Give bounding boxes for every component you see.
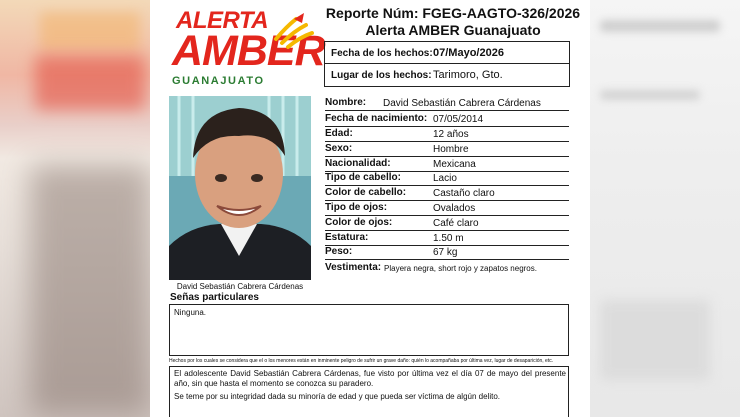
detail-row-sexo: [325, 142, 569, 157]
detail-row-tipo-ojos: [325, 201, 569, 216]
missing-person-photo: [169, 96, 311, 280]
detail-label: Sexo:: [325, 143, 353, 154]
detail-value: Ovalados: [433, 203, 476, 214]
detail-label: Tipo de ojos:: [325, 202, 388, 213]
narrative-paragraph-1: El adolescente David Sebastián Cabrera Cárdenas, fue visto por última vez el día 07 de mayo del presente año, sin que hasta el momento se conozca su paradero.: [174, 369, 566, 388]
detail-row-edad: [325, 127, 569, 142]
senas-particulares-box: [169, 304, 569, 356]
blurred-background-left: [0, 0, 150, 417]
detail-value: 07/05/2014: [433, 114, 484, 125]
detail-row-nacionalidad: [325, 157, 569, 172]
event-place-label: Lugar de los hechos:: [331, 70, 432, 81]
detail-value: 1.50 m: [433, 233, 464, 244]
detail-label: Peso:: [325, 246, 353, 257]
detail-value: Hombre: [433, 144, 469, 155]
event-place-value: Tarimoro, Gto.: [433, 69, 503, 81]
detail-label: Color de ojos:: [325, 217, 393, 228]
detail-row-nombre: [325, 96, 569, 111]
detail-row-vestimenta: [325, 261, 569, 275]
detail-value: 12 años: [433, 129, 469, 140]
detail-value: Café claro: [433, 218, 479, 229]
amber-alert-document: [150, 0, 590, 417]
detail-value: Castaño claro: [433, 188, 495, 199]
broadcast-waves-icon: [272, 9, 316, 49]
detail-value: Lacio: [433, 173, 457, 184]
detail-row-tipo-cabello: [325, 171, 569, 186]
event-date-value: 07/Mayo/2026: [433, 47, 504, 59]
detail-row-peso: [325, 245, 569, 260]
narrative-box: [169, 366, 569, 417]
detail-value: 67 kg: [433, 247, 458, 258]
logo-word-guanajuato: GUANAJUATO: [172, 75, 265, 87]
narrative-paragraph-2: Se teme por su integridad dada su minoría de edad y que pueda ser víctima de algún delito.: [174, 392, 500, 401]
detail-label: Edad:: [325, 128, 353, 139]
photo-caption: David Sebastián Cabrera Cárdenas: [176, 282, 304, 291]
detail-label: Vestimenta:: [325, 262, 382, 273]
blurred-background-right: [590, 0, 740, 417]
detail-value: Mexicana: [433, 159, 476, 170]
detail-label: Estatura:: [325, 232, 369, 243]
senas-particulares-label: Señas particulares: [170, 292, 259, 303]
detail-label: Nacionalidad:: [325, 158, 391, 169]
detail-value: David Sebastián Cabrera Cárdenas: [383, 98, 541, 109]
detail-label: Color de cabello:: [325, 187, 407, 198]
report-number: Reporte Núm: FGEG-AAGTO-326/2026: [325, 5, 581, 21]
detail-row-color-ojos: [325, 216, 569, 231]
logo-word-amber: AMBER: [172, 27, 325, 75]
event-info-box: [324, 41, 570, 87]
event-date-label: Fecha de los hechos:: [331, 48, 433, 59]
hechos-label: Hechos por los cuales se considera que el o los menores están en inminente peligro de sufrir un grave daño: quién lo acompañaba por última vez, lugar de desaparición, etc.: [169, 358, 554, 364]
logo-word-alerta: ALERTA: [176, 7, 269, 34]
detail-row-fecha-nacimiento: [325, 112, 569, 127]
detail-row-color-cabello: [325, 186, 569, 201]
detail-label: Tipo de cabello:: [325, 172, 401, 183]
detail-row-estatura: [325, 231, 569, 246]
report-subtitle: Alerta AMBER Guanajuato: [365, 22, 541, 38]
amber-alert-logo: [168, 5, 325, 89]
detail-value: Playera negra, short rojo y zapatos negros.: [384, 264, 537, 273]
detail-label: Fecha de nacimiento:: [325, 113, 428, 124]
senas-particulares-value: Ninguna.: [174, 308, 207, 317]
detail-label: Nombre:: [325, 97, 367, 108]
